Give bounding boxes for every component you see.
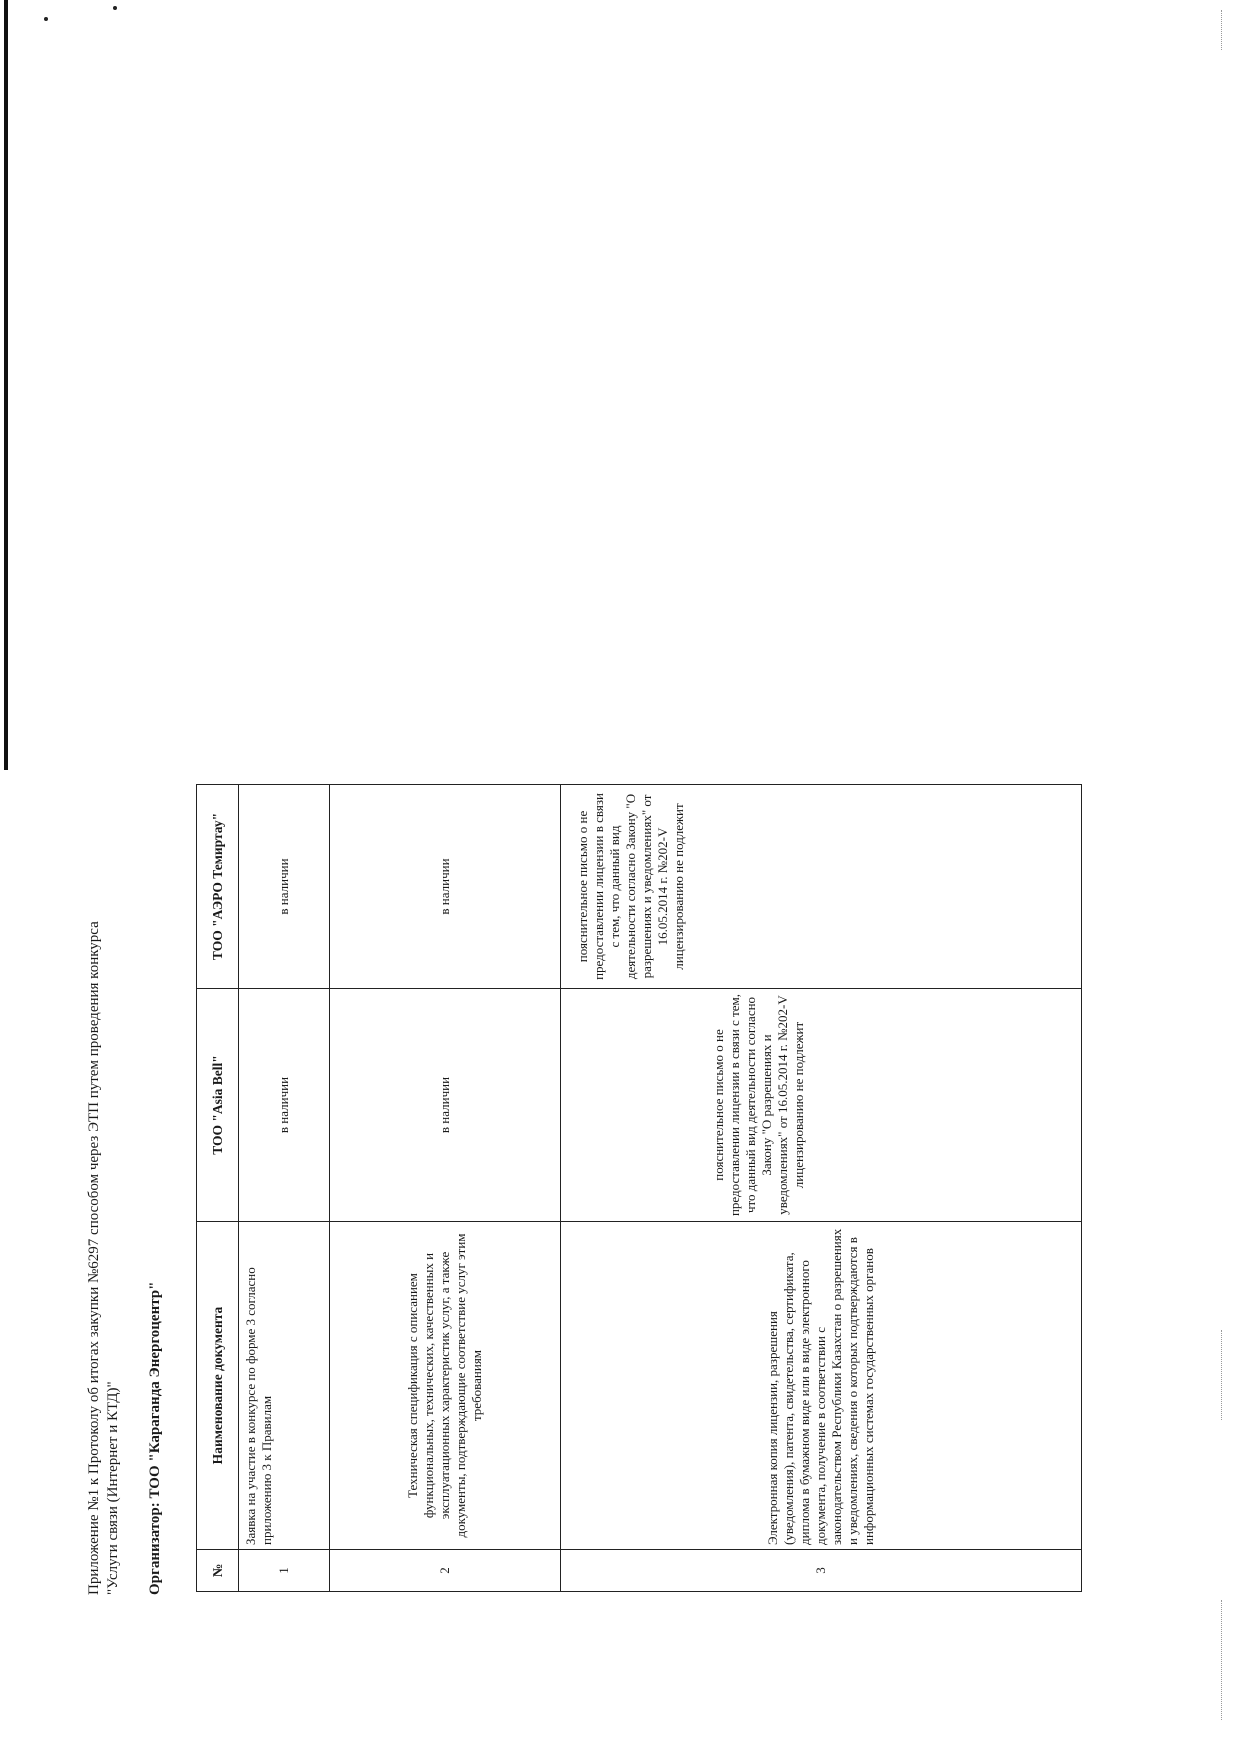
- caption-line-1: Приложение №1 к Протоколу об итогах закупки №6297 способом через ЭТП путем проведения конкурса: [86, 921, 102, 1595]
- header-document-name: Наименование документа: [197, 1222, 239, 1550]
- organizer-line: Организатор: ТОО "Карагандa Энергоцентр": [147, 1281, 163, 1595]
- asia-bell-status: в наличии: [239, 989, 330, 1222]
- document-name: Техническая спецификация с описанием функциональных, технических, качественных и эксплуатационных характеристик услуг, а также документы, подтверждающие соответствие услуг этим требованиям: [330, 1222, 561, 1550]
- rotated-document-page: [85, 10, 1170, 1595]
- scan-margin-marks: [1221, 10, 1232, 50]
- caption-line-2: "Услуги связи (Интернет и КТД)": [105, 1381, 121, 1595]
- document-caption: [85, 921, 123, 1595]
- scan-speck: [44, 17, 48, 21]
- header-number: №: [197, 1550, 239, 1592]
- document-name: Электронная копия лицензии, разрешения (уведомления), патента, свидетельства, сертификата, диплома в бумажном виде или в виде электронного документа, получение в соответствии с законодательством Республики Казахстан о разрешениях и уведомлениях, сведения о которых подтверждаются в информационных системах государственных органов: [561, 1222, 1082, 1550]
- asia-bell-status: пояснительное письмо о не предоставлении лицензии в связи с тем, что данный вид деятельности согласно Закону "О разрешениях и уведомлениях" от 16.05.2014 г. №202-V лицензированию не подлежит: [561, 989, 1082, 1222]
- header-asia-bell: ТОО "Asia Bell": [197, 989, 239, 1222]
- aero-status: в наличии: [330, 785, 561, 989]
- row-number: 2: [330, 1550, 561, 1592]
- asia-bell-status: в наличии: [330, 989, 561, 1222]
- table-row: [330, 785, 561, 1592]
- row-number: 1: [239, 1550, 330, 1592]
- aero-status: пояснительное письмо о не предоставлении лицензии в связи с тем, что данный вид деятельности согласно Закону "О разрешениях и уведомлениях" от 16.05.2014 г. №202-V лицензированию не подлежит: [561, 785, 1082, 989]
- header-aero-temirtau: ТОО "АЭРО Темиртау": [197, 785, 239, 989]
- scan-margin-marks: [1221, 1330, 1232, 1420]
- table-row: [239, 785, 330, 1592]
- documents-table: [196, 784, 1082, 1592]
- aero-status: в наличии: [239, 785, 330, 989]
- scan-edge-line: [4, 0, 8, 770]
- scan-margin-marks: [1221, 1600, 1232, 1720]
- row-number: 3: [561, 1550, 1082, 1592]
- table-header-row: [197, 785, 239, 1592]
- table-row: [561, 785, 1082, 1592]
- document-name: Заявка на участие в конкурсе по форме 3 согласно приложению 3 к Правилам: [239, 1222, 330, 1550]
